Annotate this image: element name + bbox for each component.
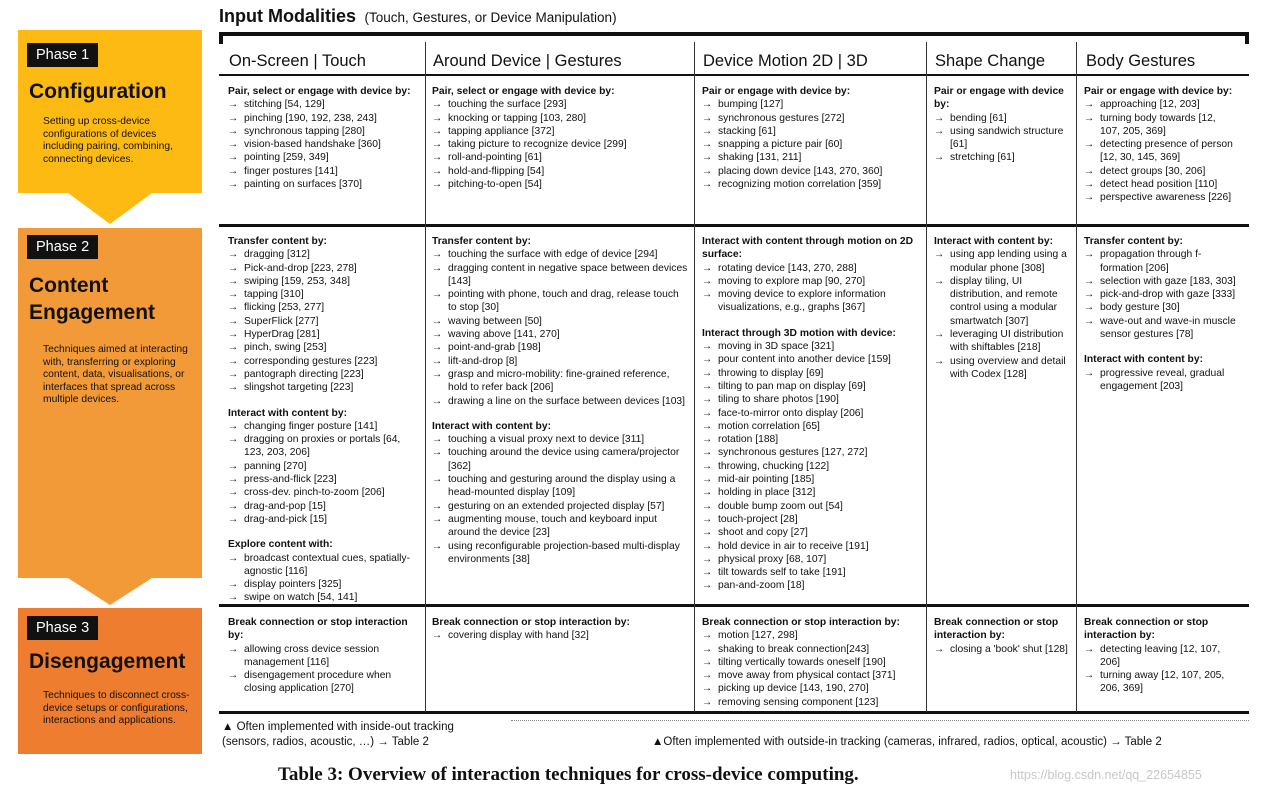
phase-3-description: Techniques to disconnect cross-device setups or configurations, interactions and applications. (43, 690, 190, 727)
table-caption: Table 3: Overview of interaction techniques for cross-device computing. (278, 764, 859, 785)
technique-item: → lift-and-drop [8] (432, 355, 690, 368)
technique-item: → waving between [50] (432, 315, 690, 328)
technique-item: → stacking [61] (702, 125, 922, 138)
technique-item: → augmenting mouse, touch and keyboard input around the device [23] (432, 513, 690, 540)
technique-item: → touching the surface with edge of device [294] (432, 248, 690, 261)
cell-engagement-body (1084, 235, 1236, 405)
technique-item: → flicking [253, 277] (228, 301, 420, 314)
technique-item: → roll-and-pointing [61] (432, 151, 690, 164)
header-bracket (219, 32, 1249, 36)
block-heading: Break connection or stop interaction by: (432, 617, 630, 628)
col-divider (425, 42, 426, 712)
technique-item: → allowing cross device session management [116] (228, 643, 420, 670)
technique-item: → motion [127, 298] (702, 629, 922, 642)
technique-item: → taking picture to recognize device [299] (432, 138, 690, 151)
cell-block (432, 420, 690, 566)
block-heading: Break connection or stop interaction by: (1084, 617, 1209, 642)
technique-item: → using reconfigurable projection-based multi-display environments [38] (432, 540, 690, 567)
block-heading: Interact with content by: (432, 420, 551, 432)
header-title: Input Modalities (219, 6, 356, 26)
cell-configuration-around (432, 85, 690, 203)
technique-item: → throwing, chucking [122] (702, 460, 922, 473)
cell-block (432, 85, 690, 191)
header-subtitle: (Touch, Gestures, or Device Manipulation) (364, 10, 617, 25)
block-heading: Pair or engage with device by: (1084, 86, 1233, 97)
phase-1-label: Phase 1 (27, 43, 98, 67)
technique-item: → changing finger posture [141] (228, 420, 420, 433)
cell-disengagement-around (432, 616, 690, 655)
technique-item: → pan-and-zoom [18] (702, 579, 922, 592)
phase-2-description: Techniques aimed at interacting with, transferring or exploring content, data, visualisations, or interfaces that spread across multiple devices. (43, 344, 188, 406)
cell-block (228, 538, 420, 604)
technique-item: → bumping [127] (702, 98, 922, 111)
col-divider (926, 42, 927, 712)
technique-item: → finger postures [141] (228, 165, 420, 178)
technique-item: → turning away [12, 107, 205, 206, 369] (1084, 669, 1236, 696)
technique-item: → detect head position [110] (1084, 178, 1236, 191)
cell-disengagement-shape (934, 616, 1074, 668)
technique-item: → shaking [131, 211] (702, 151, 922, 164)
phase-1-description: Setting up cross-device configurations of devices including pairing, combining, connecting devices. (43, 116, 173, 165)
cell-block (228, 235, 420, 395)
technique-item: → selection with gaze [183, 303] (1084, 275, 1236, 288)
technique-item: → leveraging UI distribution with shiftables [218] (934, 328, 1074, 355)
block-heading: Break connection or stop interaction by: (934, 617, 1059, 642)
cell-disengagement-body (1084, 616, 1236, 708)
technique-item: → panning [270] (228, 460, 420, 473)
technique-item: → tapping appliance [372] (432, 125, 690, 138)
phase-3-title: Disengagement (29, 650, 186, 673)
technique-item: → dragging [312] (228, 248, 420, 261)
technique-item: → covering display with hand [32] (432, 629, 690, 642)
technique-item: → gesturing on an extended projected display [57] (432, 500, 690, 513)
technique-item: → broadcast contextual cues, spatially-agnostic [116] (228, 552, 420, 579)
technique-item: → display tiling, UI distribution, and remote control using a modular smartwatch [307] (934, 275, 1074, 328)
cell-block (702, 85, 922, 191)
cell-block (228, 407, 420, 527)
technique-item: → stitching [54, 129] (228, 98, 420, 111)
col-header-around-device-gestures: Around Device | Gestures (433, 52, 622, 70)
block-heading: Transfer content by: (1084, 236, 1183, 247)
row-divider (219, 224, 1249, 227)
cell-block (934, 616, 1074, 656)
cell-block (1084, 85, 1236, 205)
technique-item: → swiping [159, 253, 348] (228, 275, 420, 288)
technique-item: → hold device in air to receive [191] (702, 540, 922, 553)
technique-item: → picking up device [143, 190, 270] (702, 682, 922, 695)
technique-item: → pinch, swing [253] (228, 341, 420, 354)
technique-item: → tilting vertically towards oneself [190] (702, 656, 922, 669)
technique-item: → moving in 3D space [321] (702, 340, 922, 353)
technique-item: → propagation through f-formation [206] (1084, 248, 1236, 275)
cell-block (1084, 353, 1236, 393)
technique-item: → placing down device [143, 270, 360] (702, 165, 922, 178)
technique-item: → closing a 'book' shut [128] (934, 643, 1074, 656)
technique-item: → cross-dev. pinch-to-zoom [206] (228, 486, 420, 499)
block-heading: Interact with content by: (1084, 354, 1203, 366)
cell-block (432, 616, 690, 643)
technique-item: → perspective awareness [226] (1084, 191, 1236, 204)
technique-item: → SuperFlick [277] (228, 315, 420, 328)
block-heading: Interact through 3D motion with device: (702, 327, 896, 339)
technique-item: → synchronous gestures [272] (702, 112, 922, 125)
technique-item: → pointing [259, 349] (228, 151, 420, 164)
technique-item: → bending [61] (934, 112, 1074, 125)
col-header-on-screen-touch: On-Screen | Touch (229, 52, 366, 70)
technique-item: → wave-out and wave-in muscle sensor gestures [78] (1084, 315, 1236, 342)
technique-item: → grasp and micro-mobility: fine-grained reference, hold to refer back [206] (432, 368, 690, 395)
technique-item: → using app lending using a modular phone [308] (934, 248, 1074, 275)
cell-engagement-shape (934, 235, 1074, 393)
cell-block (934, 85, 1074, 165)
technique-item: → tiling to share photos [190] (702, 393, 922, 406)
cell-block (934, 235, 1074, 381)
technique-item: → face-to-mirror onto display [206] (702, 407, 922, 420)
technique-item: → drag-and-pick [15] (228, 513, 420, 526)
technique-item: → drag-and-pop [15] (228, 500, 420, 513)
technique-item: → moving to explore map [90, 270] (702, 275, 922, 288)
col-header-body-gestures: Body Gestures (1086, 52, 1196, 70)
technique-item: → tilting to pan map on display [69] (702, 380, 922, 393)
technique-item: → tilt towards self to take [191] (702, 566, 922, 579)
technique-item: → detecting presence of person [12, 30, 145, 369] (1084, 138, 1236, 165)
technique-item: → Pick-and-drop [223, 278] (228, 262, 420, 275)
technique-item: → using sandwich structure [61] (934, 125, 1074, 152)
footnote-outside-in: ▲Often implemented with outside-in tracking (cameras, infrared, radios, optical, acoustic) → Table 2 (652, 736, 1162, 748)
cell-engagement-on-screen (228, 235, 420, 617)
footnote-divider (511, 720, 1249, 721)
technique-item: → shaking to break connection[243] (702, 643, 922, 656)
technique-item: → corresponding gestures [223] (228, 355, 420, 368)
technique-item: → recognizing motion correlation [359] (702, 178, 922, 191)
cell-block (432, 235, 690, 408)
technique-item: → dragging content in negative space between devices [143] (432, 262, 690, 289)
technique-item: → pantograph directing [223] (228, 368, 420, 381)
technique-item: → drawing a line on the surface between devices [103] (432, 395, 690, 408)
technique-item: → pitching-to-open [54] (432, 178, 690, 191)
col-header-device-motion: Device Motion 2D | 3D (703, 52, 868, 70)
technique-item: → physical proxy [68, 107] (702, 553, 922, 566)
cell-configuration-motion (702, 85, 922, 203)
technique-item: → waving above [141, 270] (432, 328, 690, 341)
technique-item: → motion correlation [65] (702, 420, 922, 433)
technique-item: → body gesture [30] (1084, 301, 1236, 314)
table-header (219, 6, 617, 27)
technique-item: → HyperDrag [281] (228, 328, 420, 341)
col-divider (694, 42, 695, 712)
technique-item: → synchronous gestures [127, 272] (702, 446, 922, 459)
technique-item: → pour content into another device [159] (702, 353, 922, 366)
technique-item: → detecting leaving [12, 107, 206] (1084, 643, 1236, 670)
technique-item: → turning body towards [12, 107, 205, 369] (1084, 112, 1236, 139)
block-heading: Pair or engage with device by: (702, 86, 851, 97)
technique-item: → dragging on proxies or portals [64, 123, 203, 206] (228, 433, 420, 460)
cell-engagement-around (432, 235, 690, 578)
block-heading: Interact with content by: (934, 236, 1053, 247)
technique-item: → double bump zoom out [54] (702, 500, 922, 513)
cell-configuration-shape (934, 85, 1074, 177)
technique-item: → touching a visual proxy next to device [311] (432, 433, 690, 446)
technique-item: → painting on surfaces [370] (228, 178, 420, 191)
cell-block (702, 327, 922, 593)
technique-item: → removing sensing component [123] (702, 696, 922, 709)
block-heading: Interact with content through motion on 2D surface: (702, 236, 914, 261)
cell-block (702, 616, 922, 709)
block-heading: Break connection or stop interaction by: (228, 617, 408, 642)
technique-item: → stretching [61] (934, 151, 1074, 164)
technique-item: → display pointers [325] (228, 578, 420, 591)
phase-3-label: Phase 3 (27, 616, 98, 640)
block-heading: Transfer content by: (432, 236, 531, 247)
phase-2-panel (18, 228, 202, 578)
technique-item: → swipe on watch [54, 141] (228, 591, 420, 604)
cell-block (1084, 616, 1236, 696)
technique-item: → throwing to display [69] (702, 367, 922, 380)
watermark: https://blog.csdn.net/qq_22654855 (1010, 768, 1202, 782)
phase-2-arrow (68, 578, 152, 605)
col-divider (1076, 42, 1077, 712)
block-heading: Break connection or stop interaction by: (702, 617, 900, 628)
technique-item: → tapping [310] (228, 288, 420, 301)
technique-item: → mid-air pointing [185] (702, 473, 922, 486)
technique-item: → move away from physical contact [371] (702, 669, 922, 682)
technique-item: → shoot and copy [27] (702, 526, 922, 539)
technique-item: → disengagement procedure when closing application [270] (228, 669, 420, 696)
technique-item: → knocking or tapping [103, 280] (432, 112, 690, 125)
phase-2-label: Phase 2 (27, 235, 98, 259)
phase-1-arrow (68, 193, 152, 224)
technique-item: → synchronous tapping [280] (228, 125, 420, 138)
technique-item: → touching around the device using camera/projector [362] (432, 446, 690, 473)
phase-1-panel (18, 30, 202, 193)
block-heading: Pair, select or engage with device by: (432, 86, 615, 97)
block-heading: Pair or engage with device by: (934, 86, 1064, 111)
technique-item: → rotating device [143, 270, 288] (702, 262, 922, 275)
cell-block (228, 616, 420, 696)
technique-item: → holding in place [312] (702, 486, 922, 499)
technique-item: → touch-project [28] (702, 513, 922, 526)
technique-item: → vision-based handshake [360] (228, 138, 420, 151)
technique-item: → snapping a picture pair [60] (702, 138, 922, 151)
technique-item: → pinching [190, 192, 238, 243] (228, 112, 420, 125)
block-heading: Interact with content by: (228, 407, 347, 419)
technique-item: → touching the surface [293] (432, 98, 690, 111)
footnote-inside-out: ▲ Often implemented with inside-out tracking (sensors, radios, acoustic, …) → Table 2 (222, 721, 454, 748)
block-heading: Explore content with: (228, 539, 333, 551)
technique-item: → press-and-flick [223] (228, 473, 420, 486)
cell-engagement-motion (702, 235, 922, 605)
technique-item: → touching and gesturing around the display using a head-mounted display [109] (432, 473, 690, 500)
technique-item: → slingshot targeting [223] (228, 381, 420, 394)
col-header-shape-change: Shape Change (935, 52, 1046, 70)
block-heading: Transfer content by: (228, 236, 327, 247)
technique-item: → hold-and-flipping [54] (432, 165, 690, 178)
technique-item: → pointing with phone, touch and drag, release touch to stop [30] (432, 288, 690, 315)
row-divider (219, 74, 1249, 76)
technique-item: → point-and-grab [198] (432, 341, 690, 354)
technique-item: → rotation [188] (702, 433, 922, 446)
technique-item: → approaching [12, 203] (1084, 98, 1236, 111)
cell-block (228, 85, 420, 191)
cell-configuration-body (1084, 85, 1236, 217)
cell-block (1084, 235, 1236, 341)
technique-item: → progressive reveal, gradual engagement [203] (1084, 367, 1236, 394)
cell-block (702, 235, 922, 315)
phase-3-panel (18, 608, 202, 754)
phase-1-title: Configuration (29, 80, 167, 103)
block-heading: Pair, select or engage with device by: (228, 86, 411, 97)
cell-configuration-on-screen (228, 85, 420, 203)
technique-item: → moving device to explore information visualizations, e.g., graphs [367] (702, 288, 922, 315)
technique-item: → using overview and detail with Codex [128] (934, 355, 1074, 382)
cell-disengagement-motion (702, 616, 922, 721)
technique-item: → pick-and-drop with gaze [333] (1084, 288, 1236, 301)
phase-2-title: Content Engagement (29, 274, 156, 324)
cell-disengagement-on-screen (228, 616, 420, 708)
technique-item: → detect groups [30, 206] (1084, 165, 1236, 178)
